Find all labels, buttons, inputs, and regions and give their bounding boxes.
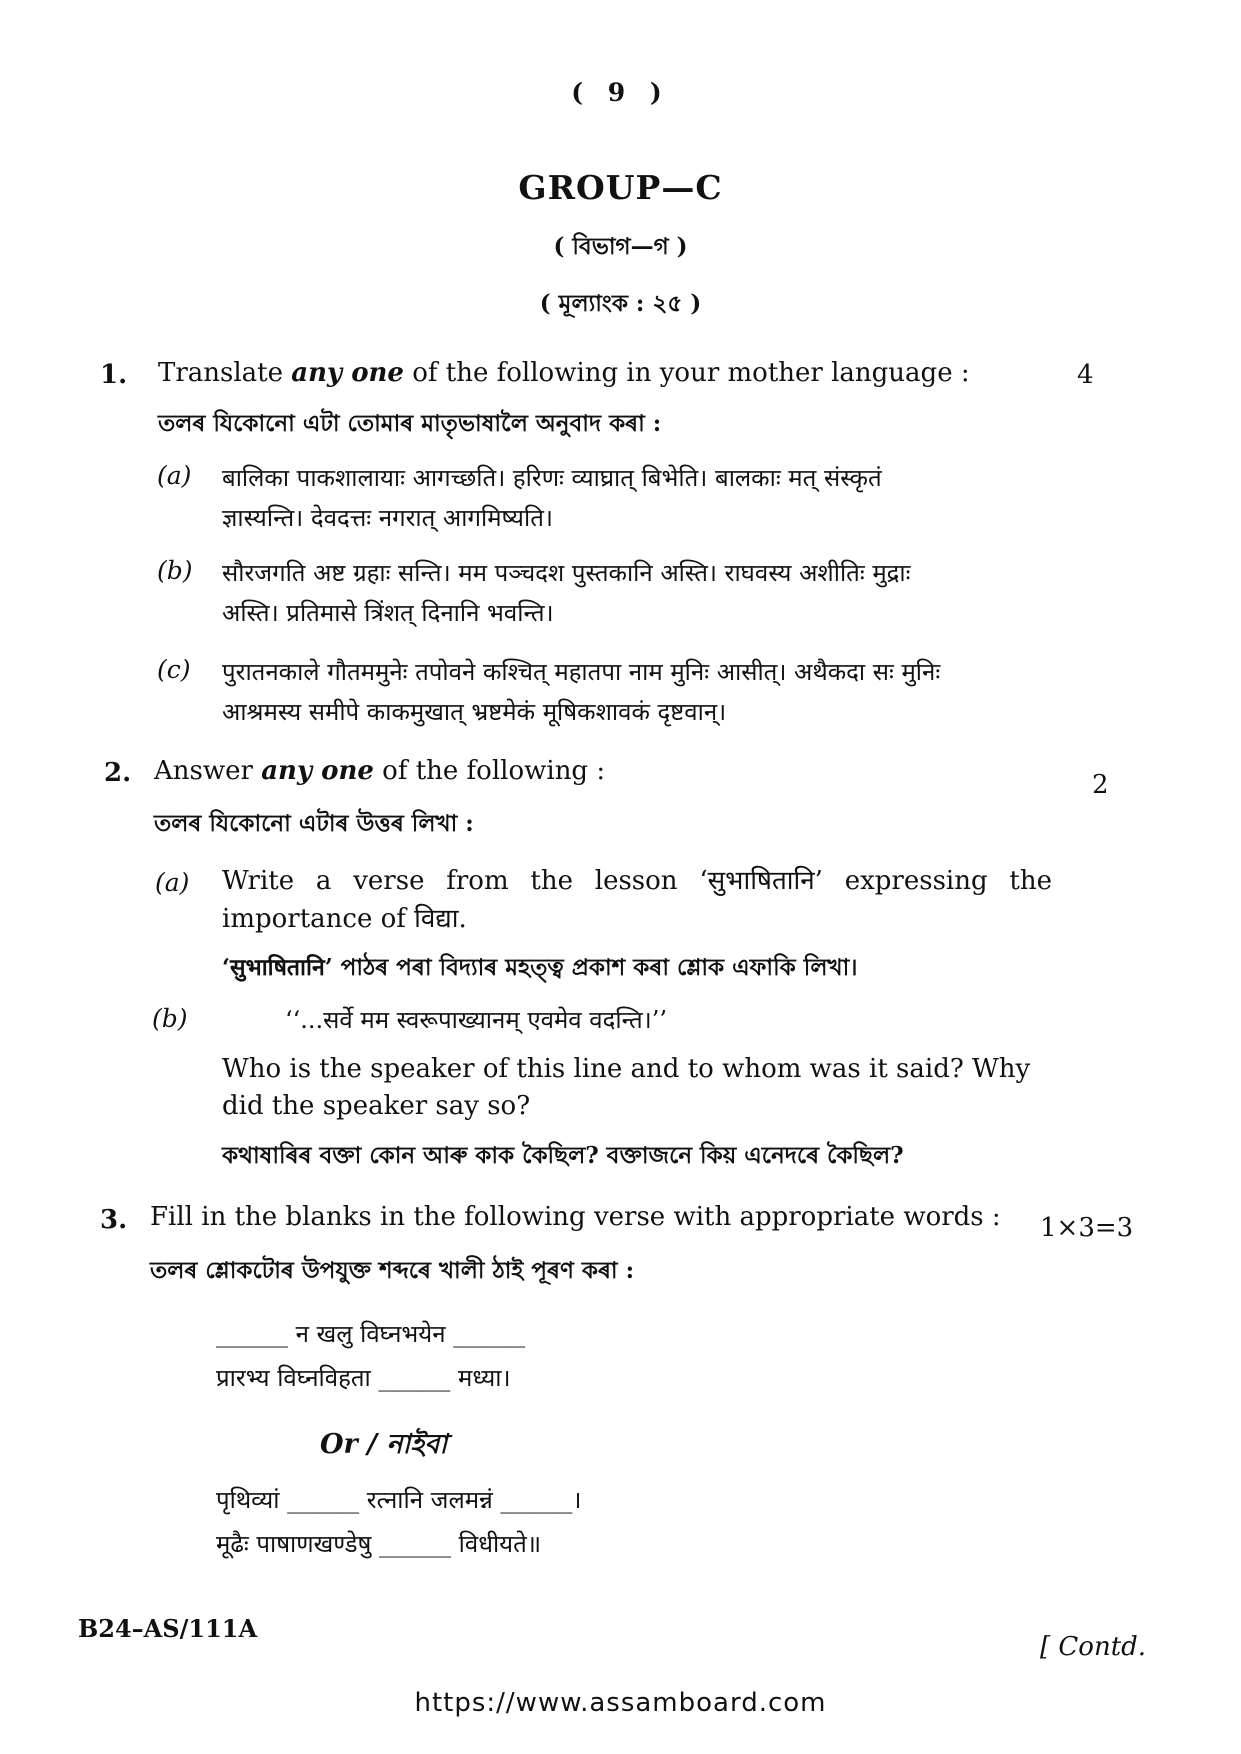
q3-number: 3. bbox=[100, 1205, 128, 1235]
q1-item-a-text bbox=[222, 458, 882, 538]
q3-verse-2-line: मूढैः पाषाणखण्डेषु ______ विधीयते॥ bbox=[216, 1530, 542, 1558]
q3-marks: 1×3=3 bbox=[1040, 1213, 1134, 1243]
q1-text-after: of the following in your mother language : bbox=[403, 358, 970, 388]
q1-item-c-text bbox=[222, 652, 940, 732]
page-number: ( 9 ) bbox=[571, 78, 670, 107]
q2-item-a-assamese: ‘सुभाषितानि’ পাঠৰ পৰা বিদ্যাৰ মহত্ত্ব প্ৰকাশ কৰা শ্লোক এফাকি লিখা। bbox=[222, 954, 858, 981]
group-title: GROUP—C bbox=[518, 168, 723, 207]
q1-item-b-label: (b) bbox=[157, 556, 193, 585]
contd-label: [ Contd. bbox=[1040, 1632, 1147, 1662]
q2-text-assamese: তলৰ যিকোনো এটাৰ উত্তৰ লিখা : bbox=[154, 810, 474, 837]
q1-item-b-text bbox=[222, 553, 910, 633]
group-bibhag: ( বিভাগ—গ ) bbox=[553, 233, 688, 260]
q3-text-assamese: তলৰ শ্লোকটোৰ উপযুক্ত শব্দৰে খালী ঠাই পূৰণ কৰা : bbox=[150, 1257, 635, 1284]
q3-verse-1-line: ______ न खलु विघ्नभयेन ______ bbox=[216, 1320, 526, 1348]
q1-number: 1. bbox=[100, 360, 128, 390]
group-marks: ( মূল্যাংক : ২৫ ) bbox=[539, 290, 702, 317]
q1-text-emph: any one bbox=[291, 358, 404, 388]
q2-text-before: Answer bbox=[154, 756, 262, 786]
q1-item-b-line: सौरजगति अष्ट ग्रहाः सन्ति। मम पञ्चदश पुस्तकानि अस्ति। राघवस्य अशीतिः मुद्राः bbox=[222, 559, 911, 587]
q2-text-emph: any one bbox=[261, 756, 374, 786]
q1-item-a-line: ज्ञास्यन्ति। देवदत्तः नगरात् आगमिष्यति। bbox=[222, 504, 553, 532]
q1-text-before: Translate bbox=[158, 358, 292, 388]
q2-item-a-label: (a) bbox=[155, 868, 190, 897]
q2-item-a-line2: importance of विद्या. bbox=[222, 904, 467, 934]
q1-item-c-label: (c) bbox=[157, 655, 191, 684]
q2-item-b-line2: did the speaker say so? bbox=[222, 1091, 531, 1121]
q3-text: Fill in the blanks in the following verse with appropriate words : bbox=[150, 1202, 1001, 1232]
q2-item-b-line1: Who is the speaker of this line and to whom was it said? Why bbox=[222, 1054, 1031, 1084]
q3-verse-2-line: पृथिव्यां ______ रत्नानि जलमन्नं ______। bbox=[216, 1486, 582, 1514]
q1-item-a-line: बालिका पाकशालायाः आगच्छति। हरिणः व्याघ्रात् बिभेति। बालकाः मत् संस्कृतं bbox=[222, 464, 882, 492]
q2-item-b-assamese: কথাষাৰিৰ বক্তা কোন আৰু কাক কৈছিল? বক্তাজনে কিয় এনেদৰে কৈছিল? bbox=[222, 1142, 904, 1169]
source-url[interactable]: https://www.assamboard.com bbox=[414, 1688, 827, 1718]
q1-text-assamese: তলৰ যিকোনো এটা তোমাৰ মাতৃভাষালৈ অনুবাদ কৰা : bbox=[158, 410, 662, 437]
q2-number: 2. bbox=[104, 758, 132, 788]
q2-text-after: of the following : bbox=[373, 756, 606, 786]
q2-marks: 2 bbox=[1092, 770, 1109, 800]
paper-code: B24–AS/111A bbox=[78, 1614, 258, 1643]
q1-item-b-line: अस्ति। प्रतिमासे त्रिंशत् दिनानि भवन्ति। bbox=[222, 599, 554, 627]
q1-item-c-line: पुरातनकाले गौतममुनेः तपोवने कश्चित् महातपा नाम मुनिः आसीत्। अथैकदा सः मुनिः bbox=[222, 658, 941, 686]
q1-item-a-label: (a) bbox=[157, 461, 192, 490]
q2-item-a-line1: Write a verse from the lesson ‘सुभाषितानि’ expressing the bbox=[222, 866, 1052, 896]
q3-verse-2 bbox=[216, 1478, 582, 1566]
q1-item-c-line: आश्रमस्य समीपे काकमुखात् भ्रष्टमेकं मूषिकशावकं दृष्टवान्। bbox=[222, 698, 727, 726]
q1-text bbox=[158, 356, 970, 390]
q3-or: Or / নাইবা bbox=[320, 1429, 448, 1460]
q1-marks: 4 bbox=[1077, 360, 1094, 390]
q3-verse-1-line: प्रारभ्य विघ्नविहता ______ मध्या। bbox=[216, 1364, 511, 1392]
q2-text bbox=[154, 754, 605, 788]
q2-item-b-quote: ‘‘...सर्वे मम स्वरूपाख्यानम् एवमेव वदन्ति।’’ bbox=[285, 1006, 667, 1034]
q2-item-b-label: (b) bbox=[152, 1004, 188, 1033]
q3-verse-1 bbox=[216, 1312, 525, 1400]
